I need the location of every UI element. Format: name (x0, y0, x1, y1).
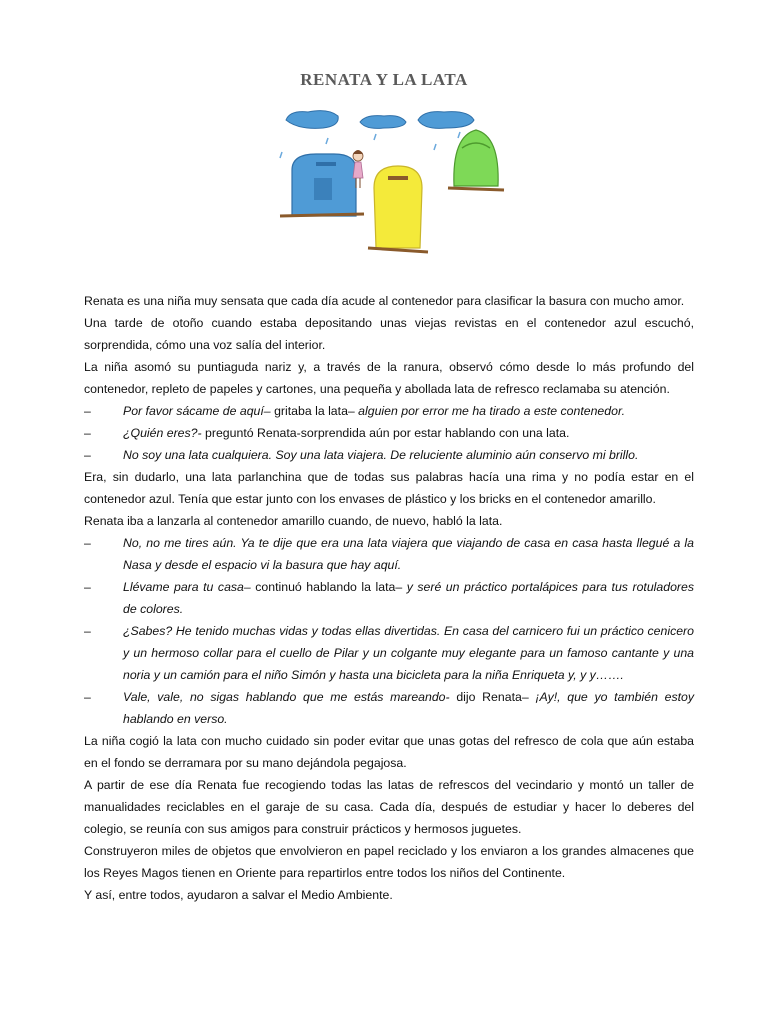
paragraph: La niña cogió la lata con mucho cuidado sin poder evitar que unas gotas del refresco de cola que aún estaba en el fondo se derramara por su mano dejándola pegajosa. (84, 734, 694, 770)
dialog-speech: y seré un práctico portalápices para tus rotuladores de colores. (123, 580, 694, 616)
paragraph: Y así, entre todos, ayudaron a salvar el Medio Ambiente. (84, 888, 393, 902)
recycling-bins-drawing-icon (268, 108, 508, 268)
dialog-narration: continuó hablando la lata– (250, 580, 407, 594)
paragraph: La niña asomó su puntiaguda nariz y, a través de la ranura, observó cómo desde lo más profundo del contenedor, repleto de papeles y cartones, una pequeña y abollada lata de refresco reclamaba su atención. (84, 360, 694, 396)
dialog-narration: preguntó Renata-sorprendida aún por estar hablando con una lata. (201, 426, 570, 440)
dialog-line (84, 444, 694, 466)
paragraph: Construyeron miles de objetos que envolvieron en papel reciclado y los enviaron a los grandes almacenes que los Reyes Magos tienen en Oriente para repartirlos entre todos los niños del Continente. (84, 844, 694, 880)
dialog-narration: gritaba la lata– (270, 404, 359, 418)
dialog-line (84, 422, 694, 444)
dialog-speech: Llévame para tu casa– (123, 580, 251, 594)
paragraph: Era, sin dudarlo, una lata parlanchina que de todas sus palabras hacía una rima y no podía estar en el contenedor azul. Tenía que estar junto con los envases de plástico y los bricks en el contenedor amarillo. (84, 470, 694, 506)
dialog-line (84, 576, 694, 620)
dialog-narration: dijo Renata– (449, 690, 536, 704)
dialog-dash: – (84, 580, 91, 594)
dialog-line (84, 400, 694, 422)
dialog-speech: Vale, vale, no sigas hablando que me estás mareando- (123, 690, 450, 704)
dialog-speech: ¿Sabes? He tenido muchas vidas y todas ellas divertidas. En casa del carnicero fui un práctico cenicero y un hermoso collar para el cuello de Pilar y un colgante muy elegante para un famoso cantante y una noria y un camión para el niño Simón y hasta una bicicleta para la niña Enriqueta y, y y……. (123, 624, 694, 682)
dialog-dash: – (84, 448, 91, 462)
dialog-line (84, 532, 694, 576)
paragraph: Renata es una niña muy sensata que cada día acude al contenedor para clasificar la basura con mucho amor. (84, 294, 685, 308)
dialog-line (84, 620, 694, 686)
dialog-speech: No soy una lata cualquiera. Soy una lata viajera. De reluciente aluminio aún conservo mi brillo. (123, 448, 639, 462)
dialog-dash: – (84, 426, 91, 440)
paragraph: Una tarde de otoño cuando estaba depositando unas viejas revistas en el contenedor azul escuchó, sorprendida, cómo una voz salía del interior. (84, 316, 694, 352)
dialog-dash: – (84, 536, 91, 550)
page-title: RENATA Y LA LATA (300, 70, 468, 89)
dialog-speech: alguien por error me ha tirado a este contenedor. (358, 404, 625, 418)
dialog-speech: ¿Quién eres?- (123, 426, 202, 440)
dialog-line (84, 686, 694, 730)
dialog-dash: – (84, 404, 91, 418)
dialog-speech: Por favor sácame de aquí– (123, 404, 271, 418)
paragraph: Renata iba a lanzarla al contenedor amarillo cuando, de nuevo, habló la lata. (84, 514, 503, 528)
dialog-dash: – (84, 690, 91, 704)
dialog-speech: ¡Ay!, que yo también estoy hablando en verso. (123, 690, 694, 726)
dialog-speech: No, no me tires aún. Ya te dije que era una lata viajera que viajando de casa en casa hasta llegué a la Nasa y desde el espacio vi la basura que hay aquí. (123, 536, 694, 572)
paragraph: A partir de ese día Renata fue recogiendo todas las latas de refrescos del vecindario y montó un taller de manualidades reciclables en el garaje de su casa. Cada día, después de estudiar y hacer lo deberes del colegio, se reunía con sus amigos para construir prácticos y hermosos juguetes. (84, 778, 694, 836)
dialog-dash: – (84, 624, 91, 638)
story-text (84, 290, 694, 906)
